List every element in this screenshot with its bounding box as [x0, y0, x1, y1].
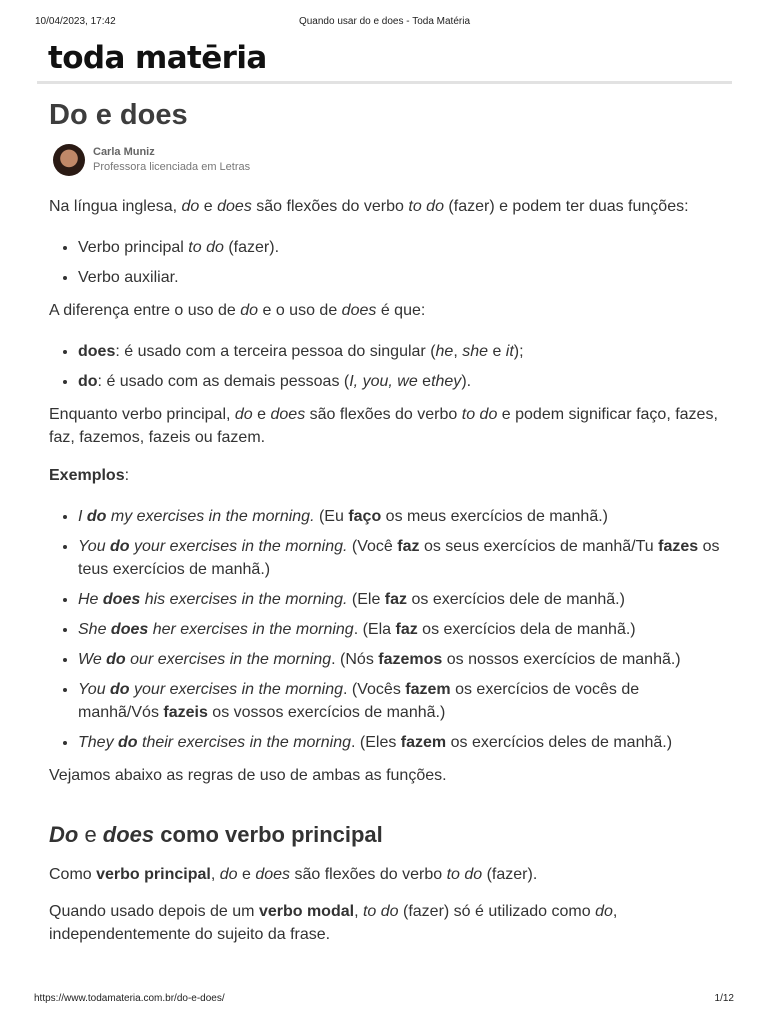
examples-list [49, 505, 722, 754]
author-role: Professora licenciada em Letras [93, 161, 251, 173]
example-item: • They do their exercises in the morning. (Eles fazem os exercícios deles de manhã.) [78, 731, 722, 754]
difference-paragraph: A diferença entre o uso de do e o uso de does é que: [49, 302, 426, 319]
example-item: • He does his exercises in the morning. (Ele faz os exercícios dele de manhã.) [78, 588, 722, 611]
list-item: • Verbo principal to do (fazer). [78, 236, 722, 259]
article-title: Do e does [49, 99, 188, 131]
modal-paragraph: Quando usado depois de um verbo modal, to do (fazer) só é utilizado como do, independentemente do sujeito da frase. [49, 903, 618, 943]
header-divider [37, 81, 732, 84]
print-footer [34, 993, 734, 1004]
list-item: • do: é usado com as demais pessoas (I, you, we ethey). [78, 370, 722, 393]
main-verb-paragraph: Como verbo principal, do e does são flexões do verbo to do (fazer). [49, 866, 538, 883]
examples-label: Exemplos: [49, 467, 130, 484]
example-item: • You do your exercises in the morning. (Vocês fazem os exercícios de vocês de manhã/Vós fazeis os vossos exercícios de manhã.) [78, 678, 722, 724]
example-item: • I do my exercises in the morning. (Eu faço os meus exercícios de manhã.) [78, 505, 722, 528]
print-url[interactable]: https://www.todamateria.com.br/do-e-does/ [34, 993, 225, 1004]
author-block [49, 144, 722, 176]
author-avatar [53, 144, 85, 176]
meaning-paragraph: Enquanto verbo principal, do e does são flexões do verbo to do e podem significar faço, fazes, faz, fazemos, fazeis ou fazem. [49, 406, 718, 446]
list-item: • Verbo auxiliar. [78, 266, 722, 289]
example-item: • She does her exercises in the morning. (Ela faz os exercícios dela de manhã.) [78, 618, 722, 641]
uses-list [49, 340, 722, 393]
site-logo[interactable]: toda matēria [48, 40, 267, 76]
print-datetime: 10/04/2023, 17:42 [35, 16, 116, 27]
print-header [35, 16, 734, 30]
example-item: • We do our exercises in the morning. (Nós fazemos os nossos exercícios de manhã.) [78, 648, 722, 671]
author-name[interactable]: Carla Muniz [93, 146, 155, 158]
page-number: 1/12 [714, 993, 734, 1004]
article-content [49, 96, 722, 946]
print-doc-title: Quando usar do e does - Toda Matéria [298, 16, 471, 27]
example-item: • You do your exercises in the morning. (Você faz os seus exercícios de manhã/Tu fazes os teus exercícios de manhã.) [78, 535, 722, 581]
section-heading: Do e does como verbo principal [49, 822, 383, 847]
functions-list [49, 236, 722, 289]
rules-intro: Vejamos abaixo as regras de uso de ambas as funções. [49, 767, 447, 784]
intro-paragraph: Na língua inglesa, do e does são flexões do verbo to do (fazer) e podem ter duas funções: [49, 198, 689, 215]
list-item: • does: é usado com a terceira pessoa do singular (he, she e it); [78, 340, 722, 363]
